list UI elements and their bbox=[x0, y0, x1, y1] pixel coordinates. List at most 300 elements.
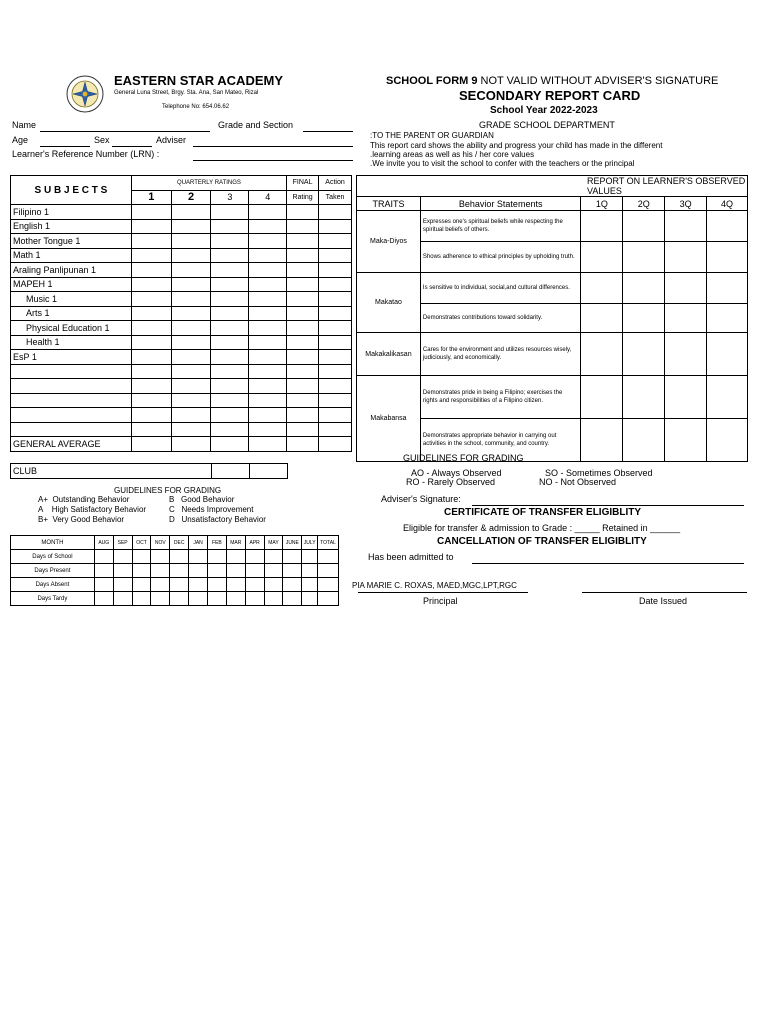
behavior-statement: Demonstrates contributions toward solidarity. bbox=[420, 304, 581, 333]
grade-cell[interactable] bbox=[287, 263, 319, 278]
value-cell[interactable] bbox=[623, 304, 665, 333]
guideline-b-plus: B+ Very Good Behavior bbox=[38, 515, 125, 524]
sex-field[interactable] bbox=[112, 146, 152, 147]
grade-cell[interactable] bbox=[211, 248, 249, 263]
month-column-header: FEB bbox=[207, 536, 226, 550]
value-cell[interactable] bbox=[665, 333, 707, 376]
grade-cell[interactable] bbox=[171, 248, 211, 263]
grade-cell[interactable] bbox=[131, 263, 171, 278]
school-name: EASTERN STAR ACADEMY bbox=[114, 73, 284, 88]
grade-cell[interactable] bbox=[249, 234, 287, 249]
subject-row bbox=[11, 292, 352, 307]
grade-cell[interactable] bbox=[319, 408, 352, 423]
subject-name: Filipino 1 bbox=[11, 205, 132, 220]
grade-cell[interactable] bbox=[131, 335, 171, 350]
final-header-sub: Rating bbox=[287, 190, 319, 205]
grade-cell[interactable] bbox=[249, 379, 287, 394]
grade-cell[interactable] bbox=[287, 277, 319, 292]
attendance-cell[interactable] bbox=[318, 550, 339, 564]
attendance-cell[interactable] bbox=[94, 550, 113, 564]
grade-cell[interactable] bbox=[249, 350, 287, 365]
attendance-cell[interactable] bbox=[226, 564, 245, 578]
attendance-cell[interactable] bbox=[151, 592, 170, 606]
grade-cell[interactable] bbox=[131, 408, 171, 423]
subject-row bbox=[11, 321, 352, 336]
q4-header: 4 bbox=[249, 190, 287, 205]
attendance-cell[interactable] bbox=[302, 592, 318, 606]
grade-cell[interactable] bbox=[171, 350, 211, 365]
adviser-signature-field[interactable] bbox=[472, 505, 744, 506]
grade-cell[interactable] bbox=[211, 335, 249, 350]
value-cell[interactable] bbox=[581, 376, 623, 419]
attendance-cell[interactable] bbox=[113, 578, 132, 592]
grade-cell[interactable] bbox=[171, 205, 211, 220]
value-cell[interactable] bbox=[581, 333, 623, 376]
attendance-cell[interactable] bbox=[170, 578, 189, 592]
attendance-cell[interactable] bbox=[94, 578, 113, 592]
attendance-cell[interactable] bbox=[318, 564, 339, 578]
value-cell[interactable] bbox=[707, 333, 748, 376]
attendance-cell[interactable] bbox=[132, 564, 151, 578]
attendance-cell[interactable] bbox=[264, 592, 283, 606]
attendance-cell[interactable] bbox=[170, 592, 189, 606]
subject-name: English 1 bbox=[11, 219, 132, 234]
admitted-field[interactable] bbox=[472, 563, 744, 564]
grade-section-label: Grade and Section bbox=[218, 120, 294, 130]
attendance-row bbox=[11, 550, 339, 564]
grade-cell[interactable] bbox=[319, 248, 352, 263]
grade-cell[interactable] bbox=[131, 321, 171, 336]
value-cell[interactable] bbox=[665, 242, 707, 273]
attendance-cell[interactable] bbox=[189, 578, 208, 592]
month-column-header: SEP bbox=[113, 536, 132, 550]
grade-cell[interactable] bbox=[249, 248, 287, 263]
lrn-field[interactable] bbox=[193, 160, 353, 161]
grade-cell[interactable] bbox=[211, 350, 249, 365]
attendance-cell[interactable] bbox=[151, 578, 170, 592]
month-column-header: JAN bbox=[189, 536, 208, 550]
grade-cell[interactable] bbox=[211, 292, 249, 307]
grade-cell[interactable] bbox=[249, 437, 287, 452]
grade-cell[interactable] bbox=[131, 292, 171, 307]
grade-cell[interactable] bbox=[249, 335, 287, 350]
subject-row bbox=[11, 205, 352, 220]
attendance-cell[interactable] bbox=[207, 564, 226, 578]
grade-cell[interactable] bbox=[249, 292, 287, 307]
grade-cell[interactable] bbox=[171, 408, 211, 423]
behavior-statement: Shows adherence to ethical principles by upholding truth. bbox=[420, 242, 581, 273]
trait-makatao: Makatao bbox=[357, 273, 421, 333]
attendance-cell[interactable] bbox=[94, 592, 113, 606]
q3-header: 3 bbox=[211, 190, 249, 205]
grade-cell[interactable] bbox=[287, 364, 319, 379]
attendance-row bbox=[11, 564, 339, 578]
attendance-cell[interactable] bbox=[207, 578, 226, 592]
date-issued-line[interactable] bbox=[582, 592, 747, 593]
attendance-cell[interactable] bbox=[189, 592, 208, 606]
grade-cell[interactable] bbox=[131, 364, 171, 379]
grade-section-field[interactable] bbox=[303, 131, 353, 132]
value-cell[interactable] bbox=[707, 419, 748, 462]
subject-name: Physical Education 1 bbox=[11, 321, 132, 336]
parent-note-line-2: .learning areas as well as his / her core values bbox=[370, 150, 535, 159]
attendance-cell[interactable] bbox=[318, 592, 339, 606]
attendance-cell[interactable] bbox=[132, 578, 151, 592]
principal-name: PIA MARIE C. ROXAS, MAED,MGC,LPT,RGC bbox=[352, 581, 517, 590]
grade-cell[interactable] bbox=[211, 408, 249, 423]
value-cell[interactable] bbox=[581, 304, 623, 333]
subject-row bbox=[11, 219, 352, 234]
grade-cell[interactable] bbox=[249, 364, 287, 379]
behavior-header: Behavior Statements bbox=[420, 197, 581, 211]
attendance-cell[interactable] bbox=[226, 592, 245, 606]
attendance-cell[interactable] bbox=[132, 550, 151, 564]
values-table bbox=[356, 175, 748, 462]
parent-note-line-1: This report card shows the ability and progress your child has made in the different bbox=[370, 141, 663, 150]
grade-cell[interactable] bbox=[211, 364, 249, 379]
attendance-cell[interactable] bbox=[283, 564, 302, 578]
attendance-cell[interactable] bbox=[264, 564, 283, 578]
value-cell[interactable] bbox=[623, 333, 665, 376]
attendance-cell[interactable] bbox=[113, 564, 132, 578]
grade-cell[interactable] bbox=[319, 234, 352, 249]
grade-cell[interactable] bbox=[319, 364, 352, 379]
grade-cell[interactable] bbox=[171, 306, 211, 321]
grade-cell[interactable] bbox=[287, 306, 319, 321]
attendance-cell[interactable] bbox=[151, 564, 170, 578]
attendance-row bbox=[11, 592, 339, 606]
grade-cell[interactable] bbox=[319, 277, 352, 292]
grade-cell[interactable] bbox=[171, 422, 211, 437]
subject-name: Araling Panlipunan 1 bbox=[11, 263, 132, 278]
behavior-statement: Cares for the environment and utilizes resources wisely, judiciously, and economically. bbox=[420, 333, 581, 376]
grade-cell[interactable] bbox=[249, 408, 287, 423]
grade-cell[interactable] bbox=[171, 393, 211, 408]
grade-cell[interactable] bbox=[249, 393, 287, 408]
subject-row bbox=[11, 306, 352, 321]
grade-cell[interactable] bbox=[319, 219, 352, 234]
grade-cell[interactable] bbox=[319, 379, 352, 394]
grade-cell[interactable] bbox=[319, 437, 352, 452]
grade-cell[interactable] bbox=[171, 277, 211, 292]
month-column-header: AUG bbox=[94, 536, 113, 550]
subject-name bbox=[11, 379, 132, 394]
grade-cell[interactable] bbox=[131, 422, 171, 437]
grade-cell[interactable] bbox=[287, 321, 319, 336]
quarterly-header: QUARTERLY RATINGS bbox=[131, 176, 286, 191]
subject-row bbox=[11, 408, 352, 423]
grade-cell[interactable] bbox=[249, 321, 287, 336]
grade-cell[interactable] bbox=[249, 422, 287, 437]
grade-cell[interactable] bbox=[131, 205, 171, 220]
grade-cell[interactable] bbox=[319, 263, 352, 278]
subject-row bbox=[11, 277, 352, 292]
subject-name bbox=[11, 393, 132, 408]
attendance-cell[interactable] bbox=[302, 564, 318, 578]
grade-cell[interactable] bbox=[319, 393, 352, 408]
grade-cell[interactable] bbox=[287, 393, 319, 408]
grade-cell[interactable] bbox=[211, 321, 249, 336]
value-cell[interactable] bbox=[623, 242, 665, 273]
value-cell[interactable] bbox=[665, 419, 707, 462]
form-label: SCHOOL FORM 9 bbox=[386, 75, 478, 87]
grade-cell[interactable] bbox=[287, 292, 319, 307]
grade-cell[interactable] bbox=[287, 205, 319, 220]
admitted-label: Has been admitted to bbox=[368, 552, 454, 562]
subject-row bbox=[11, 379, 352, 394]
department: GRADE SCHOOL DEPARTMENT bbox=[479, 120, 615, 130]
grade-cell[interactable] bbox=[211, 306, 249, 321]
grade-cell[interactable] bbox=[131, 393, 171, 408]
principal-label: Principal bbox=[423, 596, 458, 606]
grade-cell[interactable] bbox=[287, 350, 319, 365]
value-cell[interactable] bbox=[581, 273, 623, 304]
attendance-cell[interactable] bbox=[302, 550, 318, 564]
grade-cell[interactable] bbox=[171, 379, 211, 394]
q2-header: 2 bbox=[171, 190, 211, 205]
subject-name: Arts 1 bbox=[11, 306, 132, 321]
principal-signature-line bbox=[358, 592, 528, 593]
attendance-cell[interactable] bbox=[283, 578, 302, 592]
school-year: School Year 2022-2023 bbox=[490, 105, 598, 116]
attendance-row-label: Days of School bbox=[11, 550, 95, 564]
subject-row bbox=[11, 248, 352, 263]
attendance-cell[interactable] bbox=[207, 550, 226, 564]
grade-cell[interactable] bbox=[319, 335, 352, 350]
guideline-d: D Unsatisfactory Behavior bbox=[169, 515, 266, 524]
school-seal bbox=[66, 75, 104, 113]
grade-cell[interactable] bbox=[287, 335, 319, 350]
grade-cell[interactable] bbox=[211, 422, 249, 437]
grade-cell[interactable] bbox=[131, 234, 171, 249]
attendance-cell[interactable] bbox=[189, 550, 208, 564]
grade-cell[interactable] bbox=[131, 350, 171, 365]
attendance-cell[interactable] bbox=[226, 578, 245, 592]
grade-cell[interactable] bbox=[131, 277, 171, 292]
grade-cell[interactable] bbox=[131, 437, 171, 452]
value-cell[interactable] bbox=[623, 376, 665, 419]
grade-cell[interactable] bbox=[287, 437, 319, 452]
value-cell[interactable] bbox=[707, 211, 748, 242]
attendance-cell[interactable] bbox=[132, 592, 151, 606]
subject-name: Mother Tongue 1 bbox=[11, 234, 132, 249]
club-label: CLUB bbox=[11, 464, 212, 479]
lrn-label: Learner's Reference Number (LRN) : bbox=[12, 149, 160, 159]
club-cell[interactable] bbox=[250, 464, 288, 479]
grade-cell[interactable] bbox=[131, 306, 171, 321]
school-telephone: Telephone No: 654.06.62 bbox=[162, 104, 230, 110]
grade-cell[interactable] bbox=[287, 379, 319, 394]
cert-transfer-title: CERTIFICATE OF TRANSFER ELIGIBLITY bbox=[444, 507, 642, 518]
attendance-cell[interactable] bbox=[245, 550, 264, 564]
grade-cell[interactable] bbox=[287, 248, 319, 263]
grade-cell[interactable] bbox=[171, 263, 211, 278]
grade-cell[interactable] bbox=[287, 234, 319, 249]
grade-cell[interactable] bbox=[249, 277, 287, 292]
values-title: REPORT ON LEARNER'S OBSERVED VALUES bbox=[357, 176, 748, 197]
guideline-a-plus: A+ Outstanding Behavior bbox=[38, 495, 130, 504]
report-title: SECONDARY REPORT CARD bbox=[459, 88, 641, 103]
grades-table bbox=[10, 175, 352, 452]
grade-cell[interactable] bbox=[131, 379, 171, 394]
attendance-cell[interactable] bbox=[283, 550, 302, 564]
grading-guidelines-heading: GUIDELINES FOR GRADING bbox=[114, 486, 222, 495]
value-cell[interactable] bbox=[665, 211, 707, 242]
quarter-header: 4Q bbox=[707, 197, 748, 211]
grade-cell[interactable] bbox=[211, 379, 249, 394]
subject-row bbox=[11, 263, 352, 278]
adviser-field[interactable] bbox=[193, 146, 353, 147]
grade-cell[interactable] bbox=[171, 335, 211, 350]
grade-cell[interactable] bbox=[211, 219, 249, 234]
guideline-so: SO - Sometimes Observed bbox=[545, 468, 653, 478]
values-guidelines-heading: GUIDELINES FOR GRADING bbox=[403, 453, 524, 463]
trait-makabansa: Makabansa bbox=[357, 376, 421, 462]
subject-name: Health 1 bbox=[11, 335, 132, 350]
subject-row bbox=[11, 234, 352, 249]
grade-cell[interactable] bbox=[319, 422, 352, 437]
name-field[interactable] bbox=[40, 131, 210, 132]
grade-cell[interactable] bbox=[249, 306, 287, 321]
value-cell[interactable] bbox=[707, 273, 748, 304]
grade-cell[interactable] bbox=[211, 205, 249, 220]
action-header-sub: Taken bbox=[319, 190, 352, 205]
attendance-row-label: Days Tardy bbox=[11, 592, 95, 606]
grade-cell[interactable] bbox=[287, 408, 319, 423]
grade-cell[interactable] bbox=[287, 219, 319, 234]
grade-cell[interactable] bbox=[287, 422, 319, 437]
guideline-ro: RO - Rarely Observed bbox=[406, 477, 496, 487]
attendance-cell[interactable] bbox=[245, 592, 264, 606]
attendance-cell[interactable] bbox=[170, 564, 189, 578]
value-cell[interactable] bbox=[665, 273, 707, 304]
subject-name: Math 1 bbox=[11, 248, 132, 263]
grade-cell[interactable] bbox=[319, 321, 352, 336]
attendance-cell[interactable] bbox=[113, 592, 132, 606]
name-label: Name bbox=[12, 120, 37, 130]
subject-name: EsP 1 bbox=[11, 350, 132, 365]
sex-label: Sex bbox=[94, 135, 110, 145]
attendance-cell[interactable] bbox=[283, 592, 302, 606]
grade-cell[interactable] bbox=[211, 277, 249, 292]
attendance-cell[interactable] bbox=[245, 578, 264, 592]
subject-name bbox=[11, 408, 132, 423]
value-cell[interactable] bbox=[707, 304, 748, 333]
month-column-header: TOTAL bbox=[318, 536, 339, 550]
subject-name: MAPEH 1 bbox=[11, 277, 132, 292]
subject-row bbox=[11, 364, 352, 379]
grade-cell[interactable] bbox=[171, 219, 211, 234]
attendance-cell[interactable] bbox=[207, 592, 226, 606]
subject-row bbox=[11, 393, 352, 408]
grade-cell[interactable] bbox=[319, 205, 352, 220]
form-header bbox=[386, 75, 718, 87]
grade-cell[interactable] bbox=[211, 437, 249, 452]
value-cell[interactable] bbox=[665, 376, 707, 419]
attendance-cell[interactable] bbox=[189, 564, 208, 578]
attendance-cell[interactable] bbox=[170, 550, 189, 564]
attendance-cell[interactable] bbox=[264, 578, 283, 592]
subject-row bbox=[11, 422, 352, 437]
school-address: General Luna Street, Brgy. Sta. Ana, San Mateo, Rizal bbox=[114, 90, 259, 96]
value-cell[interactable] bbox=[581, 242, 623, 273]
action-header: Action bbox=[319, 176, 352, 191]
adviser-label: Adviser bbox=[156, 135, 187, 145]
attendance-cell[interactable] bbox=[245, 564, 264, 578]
value-cell[interactable] bbox=[581, 419, 623, 462]
grade-cell[interactable] bbox=[211, 393, 249, 408]
age-label: Age bbox=[12, 135, 29, 145]
trait-makakalikasan: Makakalikasan bbox=[357, 333, 421, 376]
quarter-header: 3Q bbox=[665, 197, 707, 211]
grade-cell[interactable] bbox=[171, 364, 211, 379]
subject-row bbox=[11, 350, 352, 365]
grade-cell[interactable] bbox=[319, 306, 352, 321]
parent-note-line-3: .We invite you to visit the school to confer with the teachers or the principal bbox=[370, 159, 635, 168]
attendance-table bbox=[10, 535, 339, 606]
grade-cell[interactable] bbox=[319, 292, 352, 307]
attendance-cell[interactable] bbox=[113, 550, 132, 564]
eligible-text: Eligible for transfer & admission to Grade : _____ Retained in ______ bbox=[403, 523, 681, 533]
grade-cell[interactable] bbox=[131, 248, 171, 263]
grade-cell[interactable] bbox=[171, 321, 211, 336]
subject-row bbox=[11, 335, 352, 350]
value-cell[interactable] bbox=[707, 376, 748, 419]
grade-cell[interactable] bbox=[319, 350, 352, 365]
grade-cell[interactable] bbox=[131, 219, 171, 234]
club-table bbox=[10, 463, 288, 479]
month-column-header: MAY bbox=[264, 536, 283, 550]
guideline-c: C Needs Improvement bbox=[169, 505, 254, 514]
attendance-cell[interactable] bbox=[94, 564, 113, 578]
value-cell[interactable] bbox=[707, 242, 748, 273]
quarter-header: 1Q bbox=[581, 197, 623, 211]
value-cell[interactable] bbox=[665, 304, 707, 333]
value-cell[interactable] bbox=[623, 211, 665, 242]
month-column-header: MAR bbox=[226, 536, 245, 550]
grade-cell[interactable] bbox=[211, 234, 249, 249]
attendance-cell[interactable] bbox=[264, 550, 283, 564]
month-column-header: JUNE bbox=[283, 536, 302, 550]
grade-cell[interactable] bbox=[249, 263, 287, 278]
behavior-statement: Expresses one's spiritual beliefs while respecting the spiritual beliefs of others. bbox=[420, 211, 581, 242]
grade-cell[interactable] bbox=[249, 205, 287, 220]
month-column-header: OCT bbox=[132, 536, 151, 550]
value-cell[interactable] bbox=[581, 211, 623, 242]
age-field[interactable] bbox=[40, 146, 90, 147]
attendance-cell[interactable] bbox=[318, 578, 339, 592]
guideline-no: NO - Not Observed bbox=[539, 477, 617, 487]
grade-cell[interactable] bbox=[211, 263, 249, 278]
value-cell[interactable] bbox=[623, 273, 665, 304]
grade-cell[interactable] bbox=[171, 234, 211, 249]
grade-cell[interactable] bbox=[249, 219, 287, 234]
general-average-label: GENERAL AVERAGE bbox=[11, 437, 132, 452]
attendance-cell[interactable] bbox=[151, 550, 170, 564]
month-column-header: JULY bbox=[302, 536, 318, 550]
month-column-header: DEC bbox=[170, 536, 189, 550]
attendance-cell[interactable] bbox=[226, 550, 245, 564]
final-header: FINAL bbox=[287, 176, 319, 191]
club-cell[interactable] bbox=[212, 464, 250, 479]
subject-name bbox=[11, 422, 132, 437]
attendance-row bbox=[11, 578, 339, 592]
grade-cell[interactable] bbox=[171, 292, 211, 307]
value-cell[interactable] bbox=[623, 419, 665, 462]
behavior-statement: Is sensitive to individual, social,and cultural differences. bbox=[420, 273, 581, 304]
grade-cell[interactable] bbox=[171, 437, 211, 452]
attendance-cell[interactable] bbox=[302, 578, 318, 592]
